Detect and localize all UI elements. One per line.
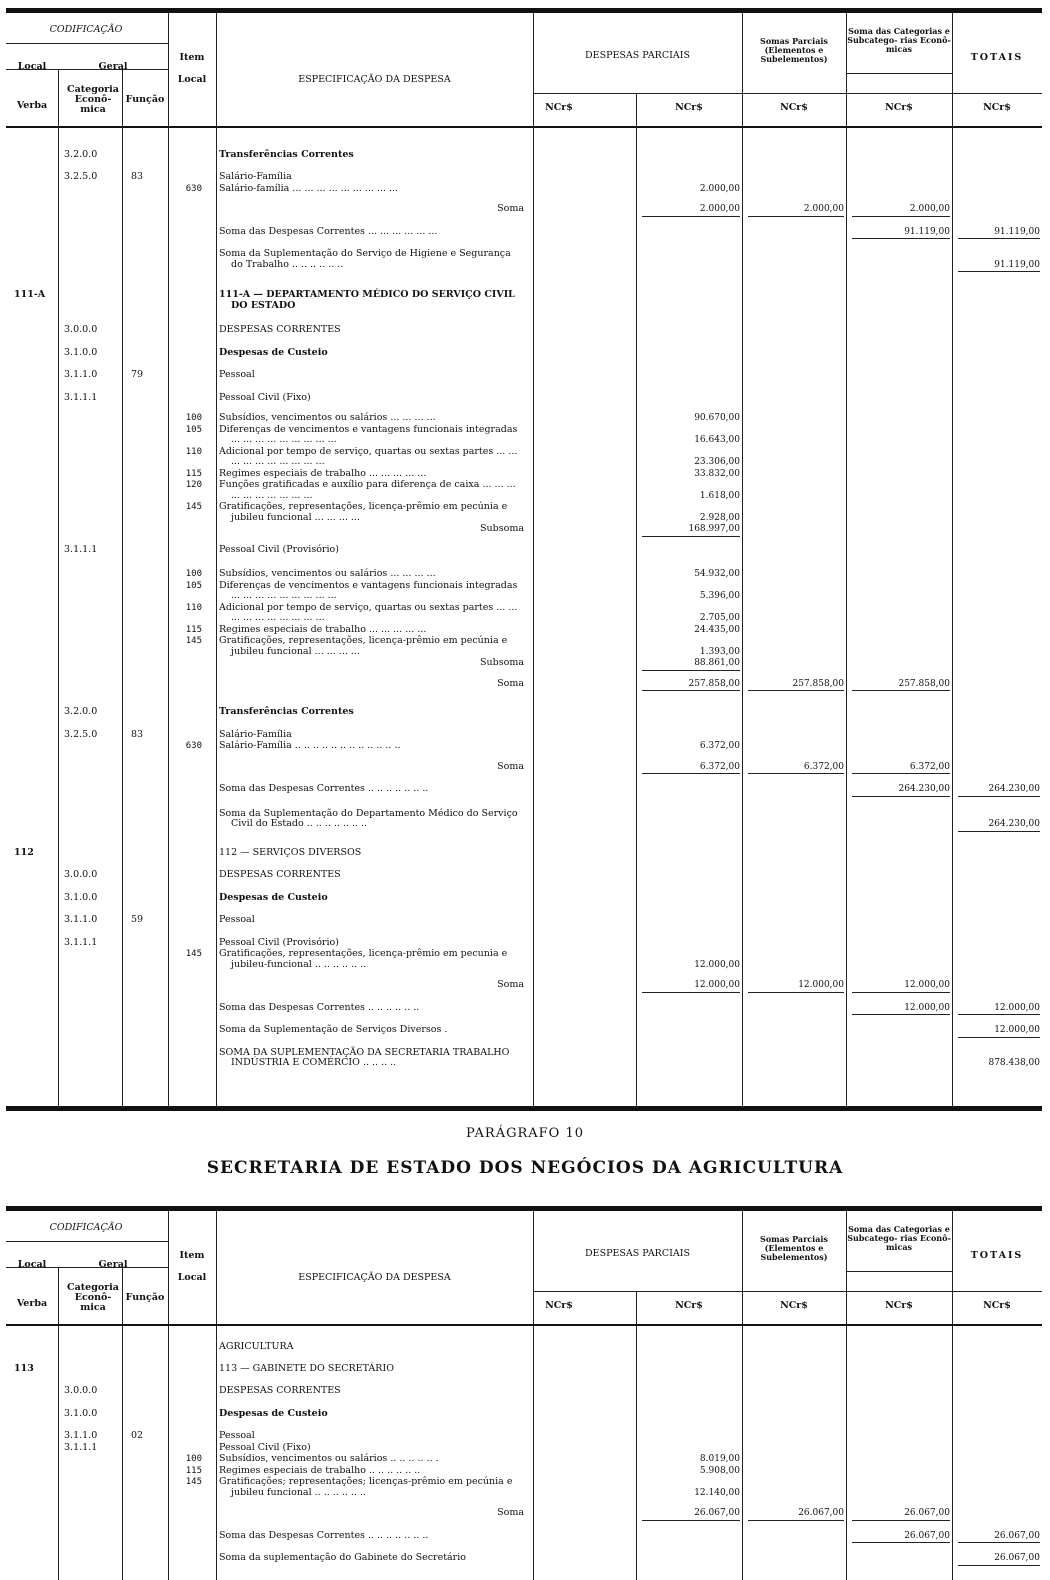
item-code: 145 xyxy=(185,1477,202,1487)
description: Pessoal Civil (Provisório) xyxy=(219,936,339,948)
description: Regimes especiais de trabalho .. .. .. .. .. .. xyxy=(219,1464,421,1476)
description: 112 — SERVIÇOS DIVERSOS xyxy=(219,846,362,858)
header-rule xyxy=(6,1241,168,1242)
column-rule xyxy=(216,1326,217,1580)
description: SOMA DA SUPLEMENTAÇÃO DA SECRETARIA TRABALHO INDÚSTRIA E COMÉRCIO .. .. .. .. xyxy=(219,1046,510,1068)
sum-rule xyxy=(748,992,844,993)
currency-label: NCr$ xyxy=(885,102,913,113)
description: 113 — GABINETE DO SECRETÁRIO xyxy=(219,1362,394,1374)
column-rule xyxy=(216,13,217,126)
despesa-parcial: 90.670,00 xyxy=(694,413,740,423)
currency-label: NCr$ xyxy=(885,1300,913,1311)
currency-label: NCr$ xyxy=(780,1300,808,1311)
despesa-parcial: 168.997,00 xyxy=(688,524,740,534)
item-code: 145 xyxy=(185,949,202,959)
categoria-code: 3.1.0.0 xyxy=(64,1407,98,1419)
column-rule xyxy=(58,1267,59,1324)
description: Salário-família ... ... ... ... ... ... ... ... ... xyxy=(219,182,399,194)
total-value: 91.119,00 xyxy=(994,259,1040,270)
description: Soma das Despesas Correntes .. .. .. .. .. .. xyxy=(219,1001,420,1013)
totais-label: TOTAIS xyxy=(970,52,1024,63)
description: Soma da Suplementação de Serviços Diversos . xyxy=(219,1024,448,1035)
column-rule xyxy=(846,13,847,126)
currency-label: NCr$ xyxy=(983,102,1011,113)
description: Pessoal xyxy=(219,1430,255,1441)
sum-rule xyxy=(852,796,950,797)
description: Adicional por tempo de serviço, quartas ou sextas partes ... ... ... ... ... ... ... ... ... ... xyxy=(219,445,518,467)
categoria-code: 3.1.1.0 xyxy=(64,1430,98,1441)
item-code: 105 xyxy=(185,424,202,435)
verba-code: 111-A xyxy=(14,289,46,300)
column-rule xyxy=(168,13,169,126)
description: DESPESAS CORRENTES xyxy=(219,324,341,335)
header-rule xyxy=(846,73,952,74)
column-rule xyxy=(952,128,953,1106)
header-rule xyxy=(846,1271,952,1272)
categoria-code: 3.2.0.0 xyxy=(64,149,98,160)
despesa-parcial: 2.928,00 xyxy=(699,512,740,523)
codificacao-label: CODIFICAÇÃO xyxy=(49,24,123,35)
categoria-code: 3.1.0.0 xyxy=(64,346,98,358)
sum-rule xyxy=(958,1542,1040,1543)
soma-categoria: 12.000,00 xyxy=(904,980,950,990)
column-rule xyxy=(742,13,743,126)
sum-rule xyxy=(748,1520,844,1521)
currency-label: NCr$ xyxy=(780,102,808,113)
sum-rule xyxy=(852,1542,950,1543)
description: Soma xyxy=(497,760,524,772)
item-code: 630 xyxy=(185,183,202,194)
soma-categoria: 26.067,00 xyxy=(904,1508,950,1518)
categoria-code: 3.0.0.0 xyxy=(64,869,98,880)
despesa-parcial: 16.643,00 xyxy=(694,435,740,445)
description: Despesas de Custeio xyxy=(219,891,328,903)
description: Pessoal Civil (Provisório) xyxy=(219,543,339,555)
column-rule xyxy=(636,1326,637,1580)
despesa-parcial: 6.372,00 xyxy=(699,761,740,772)
soma-categorias-label: Soma das Categorias e Subcatego- rias Econô- micas xyxy=(847,1224,951,1252)
geral-label: Geral xyxy=(98,1259,128,1270)
categoria-label: Categoria Econô- mica xyxy=(67,1282,119,1313)
despesa-parcial: 2.705,00 xyxy=(699,613,740,623)
column-rule xyxy=(636,93,637,126)
categoria-code: 3.1.0.0 xyxy=(64,891,98,903)
despesa-parcial: 2.000,00 xyxy=(699,204,740,214)
sum-rule xyxy=(958,238,1040,239)
somas-parciais-label: Somas Parciais (Elementos e Subelementos) xyxy=(760,36,828,64)
item-code: 115 xyxy=(185,468,202,479)
sum-rule xyxy=(852,1014,950,1015)
soma-parcial: 12.000,00 xyxy=(798,980,844,990)
description: Soma xyxy=(497,677,524,689)
description: Gratificações; representações; licenças-prêmio em pecúnia e jubileu funcional .. .. .. .. .. .. xyxy=(219,1476,513,1498)
currency-label: NCr$ xyxy=(983,1300,1011,1311)
sum-rule xyxy=(642,216,740,217)
soma-parcial: 2.000,00 xyxy=(803,204,844,214)
column-rule xyxy=(952,1211,953,1324)
description: Regimes especiais de trabalho ... ... ... ... ... xyxy=(219,467,427,479)
item-code: 100 xyxy=(185,413,202,423)
item-local-label: Local xyxy=(177,1272,207,1283)
categoria-code: 3.1.1.1 xyxy=(64,543,98,555)
description: Soma da Suplementação do Departamento Médico do Serviço Civil do Estado .. .. .. .. .. .. .. xyxy=(219,807,518,829)
table-body xyxy=(6,1326,1042,1580)
despesa-parcial: 24.435,00 xyxy=(694,624,740,635)
column-rule xyxy=(952,1326,953,1580)
description: Diferenças de vencimentos e vantagens funcionais integradas ... ... ... ... ... ... ... ... ... xyxy=(219,423,518,445)
categoria-code: 3.1.1.1 xyxy=(64,1441,98,1453)
description: Soma da suplementação do Gabinete do Secretário xyxy=(219,1552,466,1563)
sum-rule xyxy=(958,831,1040,832)
sum-rule xyxy=(958,1037,1040,1038)
sum-rule xyxy=(748,216,844,217)
currency-label: NCr$ xyxy=(675,102,703,113)
description: Subsídios, vencimentos ou salários .. .. .. .. .. . xyxy=(219,1453,439,1464)
section-title: SECRETARIA DE ESTADO DOS NEGÓCIOS DA AGRICULTURA xyxy=(206,1158,844,1178)
item-code: 115 xyxy=(185,1465,202,1476)
sum-rule xyxy=(642,690,740,691)
sum-rule xyxy=(852,238,950,239)
currency-label: NCr$ xyxy=(545,1300,573,1311)
item-code: 110 xyxy=(185,602,202,613)
column-rule xyxy=(216,1211,217,1324)
description: Gratificações, representações, licença-prêmio em pecúnia e jubileu funcional ... ... ... ... xyxy=(219,635,508,657)
header-rule xyxy=(6,43,168,44)
currency-label: NCr$ xyxy=(675,1300,703,1311)
budget-table-2 xyxy=(6,1206,1042,1580)
description: Regimes especiais de trabalho ... ... ... ... ... xyxy=(219,623,427,635)
total-value: 878.438,00 xyxy=(988,1058,1040,1068)
sum-rule xyxy=(852,992,950,993)
column-rule xyxy=(846,1211,847,1324)
description: Transferências Correntes xyxy=(219,149,354,160)
categoria-code: 3.1.1.1 xyxy=(64,936,98,948)
sum-rule xyxy=(958,796,1040,797)
sum-rule xyxy=(642,773,740,774)
column-rule xyxy=(168,1326,169,1580)
column-rule xyxy=(533,128,534,1106)
description: Pessoal xyxy=(219,369,255,380)
column-rule xyxy=(533,1326,534,1580)
soma-categorias-label: Soma das Categorias e Subcatego- rias Econô- micas xyxy=(847,26,951,54)
categoria-code: 3.2.5.0 xyxy=(64,728,98,740)
codificacao-label: CODIFICAÇÃO xyxy=(49,1222,123,1233)
column-rule xyxy=(122,69,123,126)
item-code: 115 xyxy=(185,624,202,635)
especificacao-label: ESPECIFICAÇÃO DA DESPESA xyxy=(298,1272,451,1283)
soma-categoria: 2.000,00 xyxy=(909,204,950,214)
description: Subsoma xyxy=(480,657,524,668)
description: Salário-Família xyxy=(219,171,292,182)
item-code: 100 xyxy=(185,569,202,579)
column-rule xyxy=(533,1211,534,1324)
description: Pessoal xyxy=(219,914,255,925)
funcao-code: 59 xyxy=(131,914,144,925)
sum-rule xyxy=(852,690,950,691)
funcao-label: Função xyxy=(125,94,165,105)
despesa-parcial: 5.908,00 xyxy=(699,1465,740,1476)
column-rule xyxy=(168,1211,169,1324)
somas-parciais-label: Somas Parciais (Elementos e Subelementos) xyxy=(760,1234,828,1262)
paragraph-number: PARÁGRAFO 10 xyxy=(465,1126,585,1141)
description: Soma das Despesas Correntes ... ... ... ... ... ... xyxy=(219,225,438,237)
sum-rule xyxy=(642,670,740,671)
item-local-label: Local xyxy=(177,74,207,85)
verba-code: 112 xyxy=(14,846,34,858)
total-value: 91.119,00 xyxy=(994,226,1040,237)
column-rule xyxy=(58,1326,59,1580)
description: Pessoal Civil (Fixo) xyxy=(219,391,311,403)
description: Adicional por tempo de serviço, quartas ou sextas partes ... ... ... ... ... ... ... ... ... ... xyxy=(219,601,518,623)
column-rule xyxy=(846,128,847,1106)
column-rule xyxy=(58,69,59,126)
column-rule xyxy=(58,128,59,1106)
item-code: 110 xyxy=(185,446,202,457)
total-value: 264.230,00 xyxy=(988,784,1040,794)
header-rule xyxy=(533,93,1042,94)
soma-parcial: 257.858,00 xyxy=(792,678,844,689)
column-rule xyxy=(952,13,953,126)
categoria-code: 3.0.0.0 xyxy=(64,1385,98,1396)
item-code: 120 xyxy=(185,480,202,490)
description: DESPESAS CORRENTES xyxy=(219,1385,341,1396)
verba-label: Verba xyxy=(16,100,48,111)
despesa-parcial: 257.858,00 xyxy=(688,678,740,689)
description: Despesas de Custeio xyxy=(219,1407,328,1419)
total-value: 26.067,00 xyxy=(994,1553,1040,1563)
despesa-parcial: 12.000,00 xyxy=(694,959,740,970)
column-rule xyxy=(742,128,743,1106)
totais-label: TOTAIS xyxy=(970,1250,1024,1261)
despesa-parcial: 6.372,00 xyxy=(699,741,740,751)
description: Soma xyxy=(497,979,524,990)
soma-parcial: 26.067,00 xyxy=(798,1508,844,1518)
soma-parcial: 6.372,00 xyxy=(803,761,844,772)
sum-rule xyxy=(852,773,950,774)
header-rule xyxy=(6,1267,168,1268)
despesa-parcial: 12.140,00 xyxy=(694,1487,740,1498)
item-code: 145 xyxy=(185,636,202,646)
column-rule xyxy=(533,13,534,126)
funcao-code: 02 xyxy=(131,1430,144,1441)
despesa-parcial: 23.306,00 xyxy=(694,457,740,467)
column-rule xyxy=(122,1267,123,1324)
item-code: 145 xyxy=(185,502,202,512)
table-header xyxy=(6,1211,1042,1326)
sum-rule xyxy=(642,992,740,993)
description: Soma xyxy=(497,203,524,214)
description: 111-A — DEPARTAMENTO MÉDICO DO SERVIÇO CIVIL DO ESTADO xyxy=(219,289,515,311)
description: Soma xyxy=(497,1507,524,1518)
sum-rule xyxy=(852,216,950,217)
funcao-code: 83 xyxy=(131,171,144,182)
categoria-code: 3.2.0.0 xyxy=(64,706,98,717)
soma-categoria: 91.119,00 xyxy=(904,226,950,237)
column-rule xyxy=(742,1326,743,1580)
item-code: 105 xyxy=(185,580,202,591)
despesa-parcial: 5.396,00 xyxy=(699,591,740,601)
sum-rule xyxy=(958,1014,1040,1015)
column-rule xyxy=(168,128,169,1106)
description: Transferências Correntes xyxy=(219,706,354,717)
table-body xyxy=(6,128,1042,1106)
soma-categoria: 257.858,00 xyxy=(898,678,950,689)
description: Soma das Despesas Correntes .. .. .. .. .. .. .. xyxy=(219,783,429,794)
despesas-parciais-label: DESPESAS PARCIAIS xyxy=(585,50,690,61)
despesa-parcial: 33.832,00 xyxy=(694,468,740,479)
soma-categoria: 26.067,00 xyxy=(904,1530,950,1541)
soma-categoria: 12.000,00 xyxy=(904,1002,950,1013)
categoria-code: 3.1.1.1 xyxy=(64,391,98,403)
description: Soma das Despesas Correntes .. .. .. .. .. .. .. xyxy=(219,1529,429,1541)
column-rule xyxy=(636,1291,637,1324)
description: Diferenças de vencimentos e vantagens funcionais integradas ... ... ... ... ... ... ... ... ... xyxy=(219,579,518,601)
despesa-parcial: 26.067,00 xyxy=(694,1508,740,1518)
funcao-label: Função xyxy=(125,1292,165,1303)
total-value: 26.067,00 xyxy=(994,1530,1040,1541)
column-rule xyxy=(216,128,217,1106)
description: Salário-Família xyxy=(219,728,292,740)
description: Soma da Suplementação do Serviço de Higiene e Segurança do Trabalho .. .. .. .. .. .. xyxy=(219,248,511,270)
description: Subsídios, vencimentos ou salários ... ... ... ... xyxy=(219,412,436,423)
description: Pessoal Civil (Fixo) xyxy=(219,1441,311,1453)
despesa-parcial: 1.393,00 xyxy=(699,646,740,657)
local-label: Local xyxy=(17,61,47,72)
description: Salário-Família .. .. .. .. .. .. .. .. .. .. .. .. xyxy=(219,740,401,751)
total-value: 12.000,00 xyxy=(994,1002,1040,1013)
table-header xyxy=(6,13,1042,128)
item-label: Item xyxy=(179,52,205,63)
especificacao-label: ESPECIFICAÇÃO DA DESPESA xyxy=(298,74,451,85)
despesa-parcial: 8.019,00 xyxy=(699,1454,740,1464)
despesas-parciais-label: DESPESAS PARCIAIS xyxy=(585,1248,690,1259)
description: Subsoma xyxy=(480,523,524,534)
item-code: 100 xyxy=(185,1454,202,1464)
column-rule xyxy=(122,128,123,1106)
categoria-label: Categoria Econô- mica xyxy=(67,84,119,115)
despesa-parcial: 88.861,00 xyxy=(694,658,740,668)
categoria-code: 3.1.1.0 xyxy=(64,914,98,925)
sum-rule xyxy=(642,536,740,537)
local-label: Local xyxy=(17,1259,47,1270)
item-code: 630 xyxy=(185,741,202,751)
funcao-code: 83 xyxy=(131,728,144,740)
categoria-code: 3.1.1.0 xyxy=(64,369,98,380)
geral-label: Geral xyxy=(98,61,128,72)
despesa-parcial: 1.618,00 xyxy=(699,490,740,501)
categoria-code: 3.0.0.0 xyxy=(64,324,98,335)
soma-categoria: 264.230,00 xyxy=(898,784,950,794)
sum-rule xyxy=(642,1520,740,1521)
despesa-parcial: 2.000,00 xyxy=(699,183,740,194)
funcao-code: 79 xyxy=(131,369,144,380)
description: AGRICULTURA xyxy=(219,1341,294,1352)
column-rule xyxy=(122,1326,123,1580)
column-rule xyxy=(846,1326,847,1580)
description: Subsídios, vencimentos ou salários ... ... ... ... xyxy=(219,568,436,579)
header-rule xyxy=(6,69,168,70)
item-label: Item xyxy=(179,1250,205,1261)
total-value: 12.000,00 xyxy=(994,1025,1040,1035)
header-rule xyxy=(533,1291,1042,1292)
description: Gratificações, representações, licença-prêmio em pecunia e jubileu-funcional .. .. .. .. .. .. xyxy=(219,948,508,970)
sum-rule xyxy=(748,773,844,774)
description: Funções gratificadas e auxílio para diferença de caixa ... ... ... ... ... ... ... ... ... ... xyxy=(219,479,516,501)
description: DESPESAS CORRENTES xyxy=(219,869,341,880)
total-value: 264.230,00 xyxy=(988,819,1040,829)
sum-rule xyxy=(852,1520,950,1521)
sum-rule xyxy=(748,690,844,691)
budget-table-1 xyxy=(6,8,1042,1111)
despesa-parcial: 54.932,00 xyxy=(694,569,740,579)
currency-label: NCr$ xyxy=(545,102,573,113)
categoria-code: 3.2.5.0 xyxy=(64,171,98,182)
despesa-parcial: 12.000,00 xyxy=(694,980,740,990)
description: Despesas de Custeio xyxy=(219,346,328,358)
verba-label: Verba xyxy=(16,1298,48,1309)
sum-rule xyxy=(958,271,1040,272)
sum-rule xyxy=(958,1565,1040,1566)
soma-categoria: 6.372,00 xyxy=(909,761,950,772)
column-rule xyxy=(742,1211,743,1324)
description: Gratificações, representações, licença-prêmio em pecúnia e jubileu funcional ... ... ... ... xyxy=(219,501,508,523)
verba-code: 113 xyxy=(14,1362,34,1374)
